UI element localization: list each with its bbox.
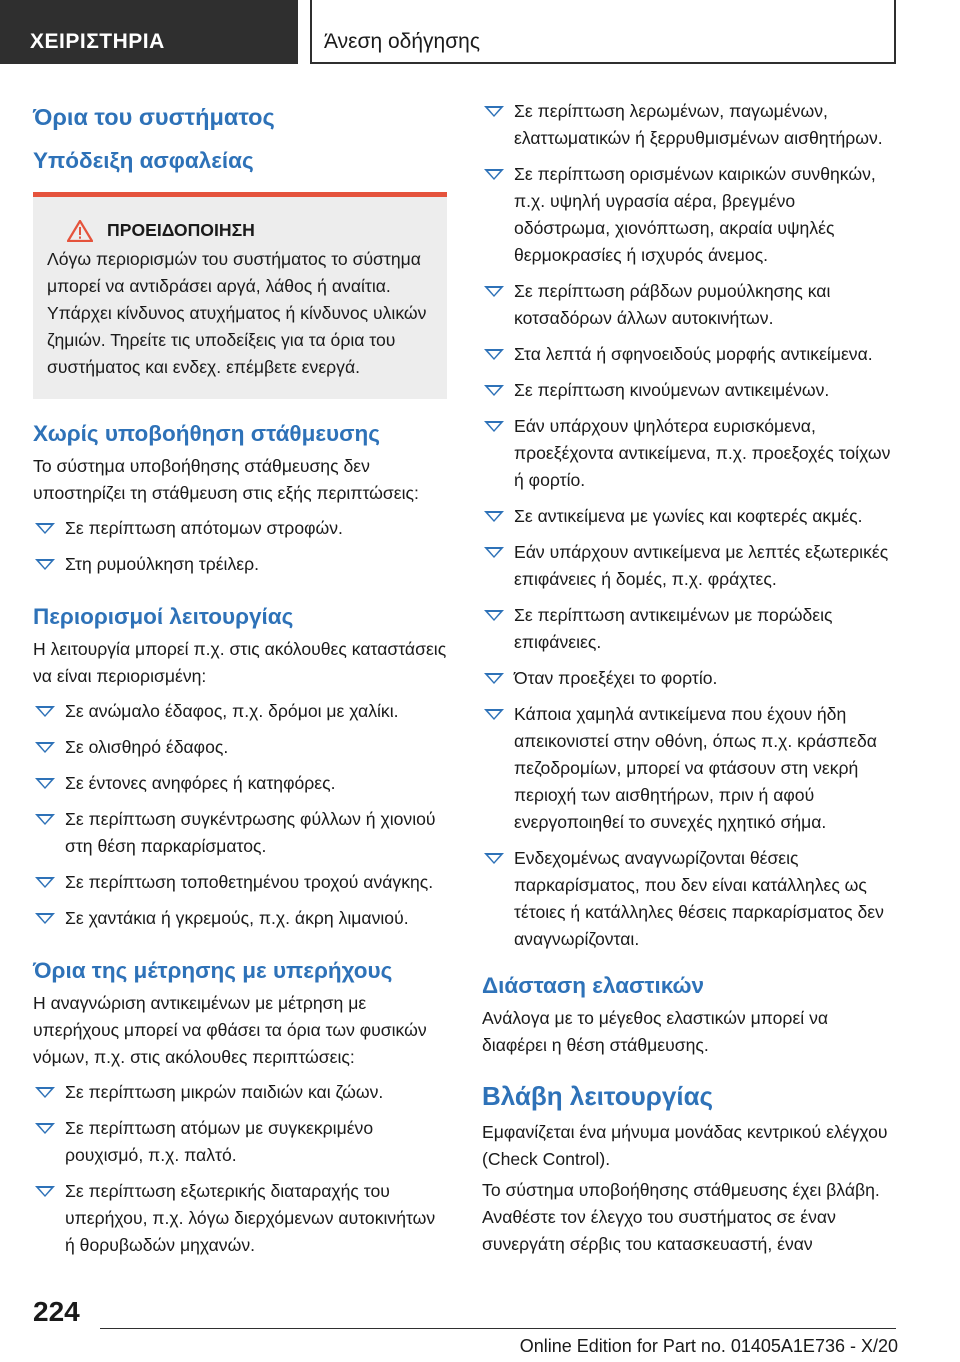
list-item: Κάποια χαμηλά αντικείμενα που έχουν ήδη απεικονιστεί στην οθόνη, όπως π.χ. κράσπεδα πεζοδρομίων, μπορεί να φτάσουν στη νεκρή περιοχή των αισθητήρων, πριν ή αφού ενεργοποιηθεί το συνεχές ηχητικό σήμα. <box>482 701 896 836</box>
ultrasound-list <box>33 1079 447 1259</box>
fault-heading: Βλάβη λειτουργίας <box>482 1081 714 1111</box>
list-item: Σε έντονες ανηφόρες ή κατηφόρες. <box>33 770 447 797</box>
no-assist-heading: Χωρίς υποβοήθηση στάθμευσης <box>33 421 380 446</box>
list-item: Σε περίπτωση ορισμένων καιρικών συνθηκών, π.χ. υψηλή υγρασία αέρα, βρεγμένο οδόστρωμα, χιονόπτωση, ακραία υψηλές θερμοκρασίες ή ισχυρός άνεμος. <box>482 161 896 269</box>
limits-list <box>33 698 447 932</box>
list-item: Όταν προεξέχει το φορτίο. <box>482 665 896 692</box>
tire-text: Ανάλογα με το μέγεθος ελαστικών μπορεί να διαφέρει η θέση στάθμευσης. <box>482 1008 829 1055</box>
ultrasound-heading: Όρια της μέτρησης με υπερήχους <box>33 958 393 983</box>
bullet-triangle-icon <box>35 706 55 717</box>
list-item: Σε ανώμαλο έδαφος, π.χ. δρόμοι με χαλίκι. <box>33 698 447 725</box>
limits-text: Η λειτουργία μπορεί π.χ. στις ακόλουθες καταστάσεις να είναι περιορισμένη: <box>33 639 447 686</box>
bullet-triangle-icon <box>484 853 504 864</box>
bullet-triangle-icon <box>484 385 504 396</box>
bullet-triangle-icon <box>484 421 504 432</box>
tire-heading: Διάσταση ελαστικών <box>482 973 705 998</box>
bullet-triangle-icon <box>35 1123 55 1134</box>
bullet-triangle-icon <box>35 1186 55 1197</box>
bullet-triangle-icon <box>484 169 504 180</box>
warning-title <box>67 217 433 244</box>
warning-label: ΠΡΟΕΙΔΟΠΟΙΗΣΗ <box>107 220 255 240</box>
list-item: Σε περίπτωση απότομων στροφών. <box>33 515 447 542</box>
warning-box <box>33 192 447 399</box>
fault-text-2: Το σύστημα υποβοήθησης στάθμευσης έχει βλάβη. Αναθέστε τον έλεγχο του συστήματος σε έναν συνεργάτη σέρβις του κατασκευαστή, έναν <box>482 1180 880 1254</box>
list-item: Σε ολισθηρό έδαφος. <box>33 734 447 761</box>
list-item: Σε περίπτωση συγκέντρωσης φύλλων ή χιονιού στη θέση παρκαρίσματος. <box>33 806 447 860</box>
list-item: Σε περίπτωση τοποθετημένου τροχού ανάγκης. <box>33 869 447 896</box>
warning-text: Λόγω περιορισμών του συστήματος το σύστημα μπορεί να αντιδράσει αργά, λάθος ή αναίτια. Υπάρχει κίνδυνος ατυχήματος ή κίνδυνος υλικών ζημιών. Τηρείτε τις υποδείξεις για τα όρια του συστήματος και ενδεχ. επέμβετε ενεργά. <box>47 249 427 377</box>
list-item: Σε περίπτωση μικρών παιδιών και ζώων. <box>33 1079 447 1106</box>
bullet-triangle-icon <box>35 1087 55 1098</box>
page-header <box>0 0 960 64</box>
list-item: Σε περίπτωση κινούμενων αντικειμένων. <box>482 377 896 404</box>
list-item: Σε περίπτωση ράβδων ρυμούλκησης και κοτσαδόρων άλλων αυτοκινήτων. <box>482 278 896 332</box>
list-item: Σε χαντάκια ή γκρεμούς, π.χ. άκρη λιμανιού. <box>33 905 447 932</box>
bullet-triangle-icon <box>484 610 504 621</box>
no-assist-list <box>33 515 447 578</box>
bullet-triangle-icon <box>35 742 55 753</box>
ultrasound-text: Η αναγνώριση αντικειμένων με μέτρηση με υπερήχους μπορεί να φθάσει τα όρια των φυσικών νόμων, π.χ. στις ακόλουθες περιπτώσεις: <box>33 993 427 1067</box>
right-column <box>482 98 896 1258</box>
safety-heading: Υπόδειξη ασφαλείας <box>33 148 254 173</box>
limits-list-continued <box>482 98 896 953</box>
list-item: Σε αντικείμενα με γωνίες και κοφτερές ακμές. <box>482 503 896 530</box>
bullet-triangle-icon <box>484 673 504 684</box>
bullet-triangle-icon <box>35 523 55 534</box>
bullet-triangle-icon <box>484 547 504 558</box>
bullet-triangle-icon <box>484 106 504 117</box>
bullet-triangle-icon <box>484 709 504 720</box>
page-title: Όρια του συστήματος <box>33 104 275 130</box>
bullet-triangle-icon <box>484 349 504 360</box>
limits-heading: Περιορισμοί λειτουργίας <box>33 604 294 629</box>
no-assist-text: Το σύστημα υποβοήθησης στάθμευσης δεν υποστηρίζει τη στάθμευση στις εξής περιπτώσεις: <box>33 456 419 503</box>
list-item: Εάν υπάρχουν αντικείμενα με λεπτές εξωτερικές επιφάνειες ή δομές, π.χ. φράχτες. <box>482 539 896 593</box>
fault-text-1: Εμφανίζεται ένα μήνυμα μονάδας κεντρικού ελέγχου (Check Control). <box>482 1122 888 1169</box>
bullet-triangle-icon <box>35 778 55 789</box>
warning-triangle-icon <box>67 220 93 242</box>
header-chapter: Άνεση οδήγησης <box>310 0 896 64</box>
list-item: Στα λεπτά ή σφηνοειδούς μορφής αντικείμενα. <box>482 341 896 368</box>
footer-divider <box>100 1328 896 1329</box>
bullet-triangle-icon <box>35 559 55 570</box>
left-column <box>33 98 447 1268</box>
list-item: Εάν υπάρχουν ψηλότερα ευρισκόμενα, προεξέχοντα αντικείμενα, π.χ. προεξοχές τοίχων ή φορτίο. <box>482 413 896 494</box>
list-item: Στη ρυμούλκηση τρέιλερ. <box>33 551 447 578</box>
list-item: Σε περίπτωση ατόμων με συγκεκριμένο ρουχισμό, π.χ. παλτό. <box>33 1115 447 1169</box>
header-section: ΧΕΙΡΙΣΤΗΡΙΑ <box>0 0 298 64</box>
list-item: Ενδεχομένως αναγνωρίζονται θέσεις παρκαρίσματος, που δεν είναι κατάλληλες ως τέτοιες ή κατάλληλες θέσεις παρκαρίσματος δεν αναγνωρίζονται. <box>482 845 896 953</box>
page-number: 224 <box>33 1296 80 1327</box>
bullet-triangle-icon <box>484 286 504 297</box>
bullet-triangle-icon <box>35 913 55 924</box>
bullet-triangle-icon <box>35 814 55 825</box>
bullet-triangle-icon <box>484 511 504 522</box>
edition-text: Online Edition for Part no. 01405A1E736 - X/20 <box>519 1336 898 1356</box>
list-item: Σε περίπτωση αντικειμένων με πορώδεις επιφάνειες. <box>482 602 896 656</box>
list-item: Σε περίπτωση λερωμένων, παγωμένων, ελαττωματικών ή ξερρυθμισμένων αισθητήρων. <box>482 98 896 152</box>
list-item: Σε περίπτωση εξωτερικής διαταραχής του υπερήχου, π.χ. λόγω διερχόμενων αυτοκινήτων ή θορυβωδών μηχανών. <box>33 1178 447 1259</box>
bullet-triangle-icon <box>35 877 55 888</box>
